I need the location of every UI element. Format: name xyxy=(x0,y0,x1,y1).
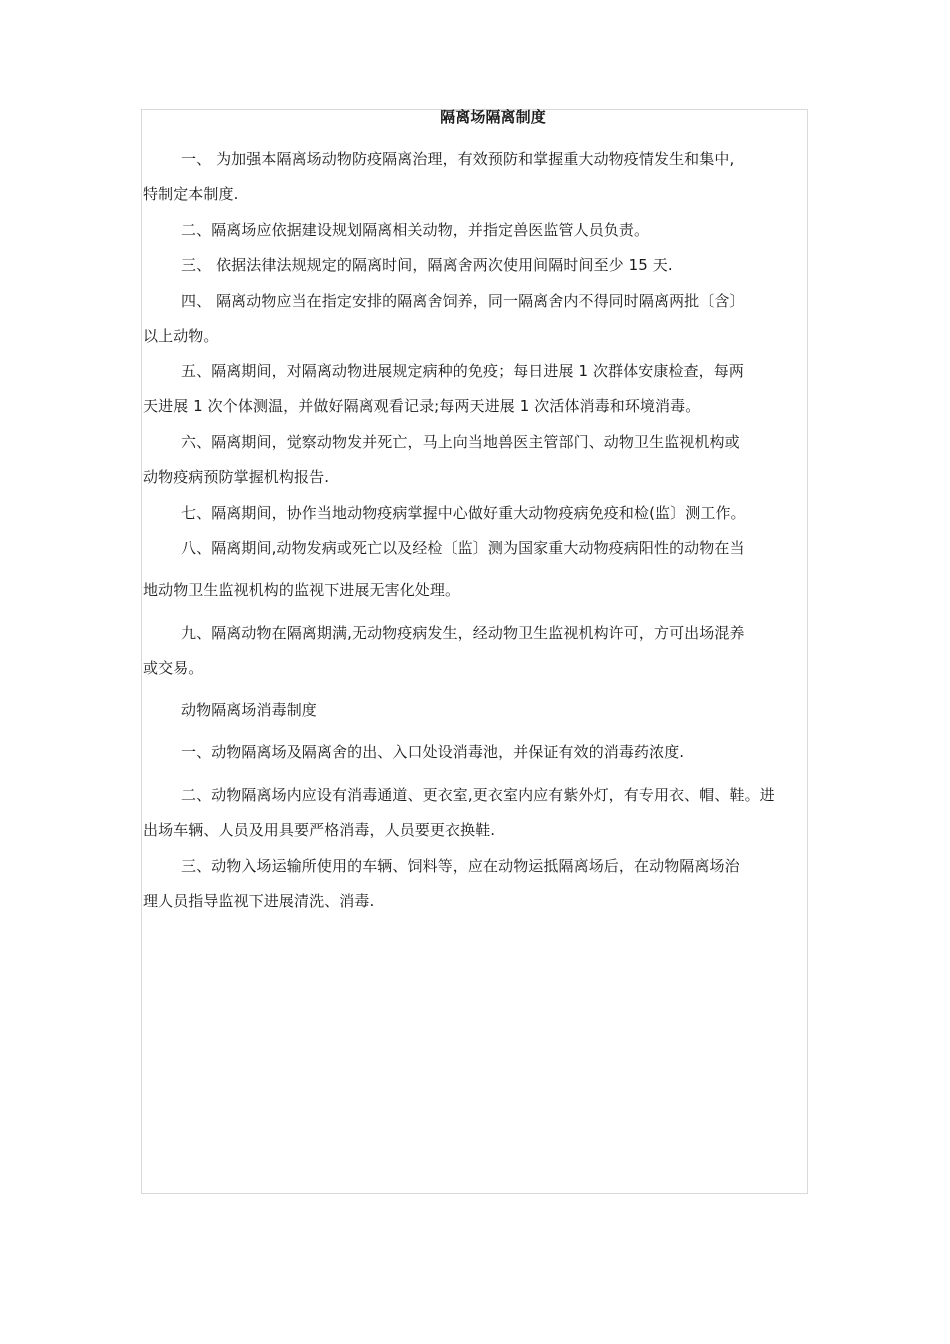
paragraph-line: 二、隔离场应依据建设规划隔离相关动物，并指定兽医监管人员负责。 xyxy=(181,221,650,239)
paragraph-12 xyxy=(143,849,833,919)
paragraph-9 xyxy=(143,616,833,686)
paragraph-2 xyxy=(143,213,833,248)
document-title: 隔离场隔离制度 xyxy=(440,108,546,126)
paragraph-1 xyxy=(143,142,833,212)
paragraph-line: 理人员指导监视下进展清洗、消毒. xyxy=(143,892,375,910)
paragraph-line: 四、 隔离动物应当在指定安排的隔离舍饲养，同一隔离舍内不得同时隔离两批〔含〕 xyxy=(181,292,745,310)
paragraph-line: 动物疫病预防掌握机构报告. xyxy=(143,468,330,486)
paragraph-line: 七、隔离期间，协作当地动物疫病掌握中心做好重大动物疫病免疫和检(监〕测工作。 xyxy=(181,504,746,522)
section-heading-disinfection xyxy=(143,693,833,728)
paragraph-3 xyxy=(143,248,833,283)
paragraph-7 xyxy=(143,496,833,531)
paragraph-line: 六、隔离期间，觉察动物发并死亡，马上向当地兽医主管部门、动物卫生监视机构或 xyxy=(181,433,740,451)
paragraph-8 xyxy=(143,531,833,608)
paragraph-line: 或交易。 xyxy=(143,659,204,677)
section-heading: 动物隔离场消毒制度 xyxy=(181,701,317,719)
paragraph-11 xyxy=(143,778,833,848)
paragraph-line: 以上动物。 xyxy=(143,327,219,345)
paragraph-line: 八、隔离期间,动物发病或死亡以及经检〔监〕测为国家重大动物疫病阳性的动物在当 xyxy=(181,539,745,557)
paragraph-10 xyxy=(143,735,833,770)
paragraph-6 xyxy=(143,425,833,495)
paragraph-line: 地动物卫生监视机构的监视下进展无害化处理。 xyxy=(143,581,461,599)
paragraph-5 xyxy=(143,354,833,424)
paragraph-line: 三、动物入场运输所使用的车辆、饲料等，应在动物运抵隔离场后，在动物隔离场治 xyxy=(181,857,740,875)
paragraph-line: 五、隔离期间，对隔离动物进展规定病种的免疫；每日进展 1 次群体安康检查，每两 xyxy=(181,362,744,380)
paragraph-line: 一、 为加强本隔离场动物防疫隔离治理，有效预防和掌握重大动物疫情发生和集中, xyxy=(181,150,735,168)
paragraph-line: 天进展 1 次个体测温，并做好隔离观看记录;每两天进展 1 次活体消毒和环境消毒。 xyxy=(143,397,701,415)
paragraph-line: 一、动物隔离场及隔离舍的出、入口处设消毒池，并保证有效的消毒药浓度. xyxy=(181,743,685,761)
paragraph-line: 二、动物隔离场内应设有消毒通道、更衣室,更衣室内应有紫外灯，有专用衣、帽、鞋。进 xyxy=(181,786,775,804)
paragraph-line: 三、 依据法律法规规定的隔离时间，隔离舍两次使用间隔时间至少 15 天. xyxy=(181,256,673,274)
paragraph-line: 出场车辆、人员及用具要严格消毒，人员要更衣换鞋. xyxy=(143,821,496,839)
paragraph-4 xyxy=(143,284,833,354)
paragraph-line: 九、隔离动物在隔离期满,无动物疫病发生，经动物卫生监视机构许可，方可出场混养 xyxy=(181,624,745,642)
paragraph-line: 特制定本制度. xyxy=(143,185,239,203)
